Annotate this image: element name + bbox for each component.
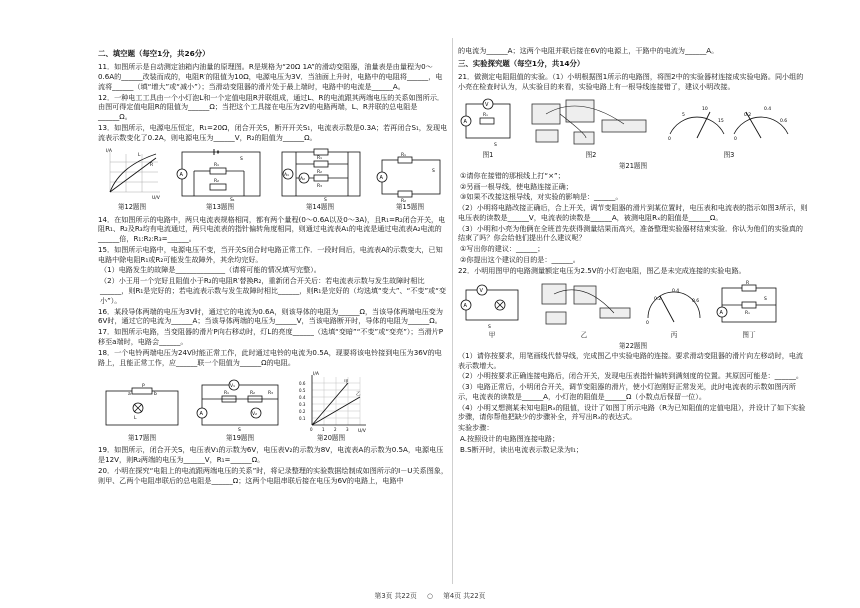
right-page-number: 第4页 共22页 — [443, 592, 486, 600]
svg-text:0.3: 0.3 — [299, 402, 306, 408]
svg-text:15: 15 — [718, 118, 724, 124]
svg-text:S: S — [240, 157, 243, 163]
svg-text:V: V — [479, 287, 483, 294]
figures-12-15 — [98, 144, 448, 212]
question-17: 17．如图所示电路，当变阻器的滑片P向右移动时，灯L的亮度______（选填“变暗”“不变”或“变亮”）；当滑片P移至a端时，电路会______。 — [98, 327, 444, 346]
svg-text:0.2: 0.2 — [744, 112, 752, 118]
figure-1-label: 图1 — [482, 150, 494, 159]
circuit-21-1 — [458, 94, 518, 150]
svg-text:S: S — [764, 296, 767, 302]
figures-17-20 — [98, 369, 448, 443]
figure-21-3 — [664, 94, 794, 160]
svg-text:S: S — [488, 324, 491, 330]
label-jia: 甲 — [488, 330, 496, 339]
steps-title: 实验步骤： — [458, 423, 494, 433]
svg-text:R₂: R₂ — [401, 199, 406, 203]
left-page — [98, 46, 448, 487]
svg-text:0.2: 0.2 — [299, 409, 306, 415]
svg-text:1: 1 — [322, 427, 325, 433]
question-15-part-2: （2）小王用一个完好且阻值小于R₂的电阻R′替换R₂，重新闭合开关后：若电流表示数与发生故障时相比______，则R₁是完好的；若电流表示数与发生故障时相比______，则R₁是完好的（均选填“变大”、“不变”或“变小”）。 — [100, 276, 447, 305]
circuit-19 — [194, 377, 286, 433]
figure-21-1 — [458, 94, 518, 160]
figure-2-label: 图2 — [585, 150, 597, 159]
figure-22-yi — [534, 278, 634, 340]
question-22-part-1: （1）请你按要求，用笔画线代替导线，完成图乙中实验电路的连接。要求滑动变阻器的滑片向左移动时，电流表示数增大。 — [458, 350, 804, 370]
figure-21-row — [458, 94, 808, 160]
svg-text:0: 0 — [310, 427, 313, 433]
question-21-part-3a: ①写出你的建议：______； — [460, 244, 545, 254]
svg-text:R₃: R₃ — [317, 184, 322, 190]
svg-text:a: a — [128, 392, 131, 398]
figure-21-caption: 第21题图 — [618, 161, 648, 170]
right-page — [458, 46, 808, 456]
question-21-step-a: ①请你在接错的那根线上打“×”； — [460, 170, 565, 180]
left-page-number: 第3页 共22页 — [374, 592, 417, 600]
svg-text:A: A — [719, 309, 723, 316]
question-11: 11．如图所示是自动测定油箱内油量的原理图。R是规格为“20Ω 1A”的滑动变阻器，油量表是由量程为0～0.6A的______改装而成的，电阻R′的阻值为10Ω，电源电压为3V．当油面上升时，电路中的电阻将______，电流将______（填“增大”或“减小”）；当滑动变阻器的滑片处于最上端时，电路中的电流是______A。 — [98, 62, 443, 91]
figure-20-caption: 第20题图 — [316, 434, 346, 443]
figure-22-jia — [458, 278, 526, 340]
series-jia-label: 甲 — [344, 380, 349, 386]
svg-text:10: 10 — [702, 106, 708, 112]
svg-text:Rₓ: Rₓ — [745, 310, 751, 316]
question-21-part-3b: ②你提出这个建议的目的是：______。 — [460, 255, 580, 264]
svg-text:R₂: R₂ — [250, 391, 255, 397]
axis-u-label-20: U/V — [358, 429, 366, 434]
step-b: B.S断开时，读出电流表示数记录为I₁； — [460, 444, 583, 454]
label-ding: 图丁 — [742, 330, 756, 339]
question-16: 16．某段导体两端的电压为3V时，通过它的电流为0.6A，则该导体的电阻为______Ω，当该导体两端电压变为6V时，通过它的电流为______A；当该导体两端的电压为______V，当该电路断开时，导体的电阻为______Ω。 — [98, 306, 443, 326]
figure-13-caption: 第13题图 — [205, 203, 235, 212]
svg-text:Rₓ: Rₓ — [483, 112, 489, 118]
circuit-17 — [98, 383, 186, 433]
page-footer — [0, 590, 860, 600]
section-title-fill: 二、填空题（每空1分，共26分） — [98, 49, 210, 58]
figure-14-caption: 第14题图 — [305, 203, 335, 212]
svg-text:A: A — [463, 302, 467, 309]
svg-text:0.2: 0.2 — [654, 296, 662, 302]
circuit-14 — [274, 146, 366, 202]
svg-text:S₁: S₁ — [230, 198, 235, 203]
svg-text:R₃: R₃ — [268, 391, 273, 397]
svg-text:0.4: 0.4 — [672, 288, 680, 294]
svg-text:A: A — [379, 175, 383, 182]
question-22: 22．小明用图甲的电路测量额定电压为2.5V的小灯泡电阻，图乙是未完成连接的实验电路。 — [458, 265, 746, 275]
figure-22-caption: 第22题图 — [618, 341, 648, 350]
question-15-part-1: （1）电路发生的故障是______________（请将可能的情况填写完整）。 — [100, 265, 321, 275]
circuit-15 — [374, 152, 446, 202]
svg-text:0.6: 0.6 — [780, 118, 788, 124]
figure-12-caption: 第12题图 — [117, 203, 147, 212]
svg-text:L: L — [134, 416, 137, 422]
axis-i-label-20: I/A — [313, 372, 319, 378]
svg-text:0.6: 0.6 — [692, 298, 700, 304]
svg-text:A₂: A₂ — [300, 177, 305, 183]
question-19: 19．如图所示，闭合开关S，电压表V₁的示数为6V，电压表V₂的示数为8V，电流表A的示数为0.5A，电源电压是12V，则R₂两端的电压为______V，R₁=______Ω。 — [98, 445, 444, 465]
svg-text:V: V — [485, 101, 489, 108]
svg-text:5: 5 — [682, 112, 685, 118]
svg-text:R₁: R₁ — [224, 391, 229, 397]
series-yi-label: 乙 — [356, 392, 361, 398]
svg-text:0: 0 — [668, 136, 671, 142]
question-20: 20．小明在探究“电阻上的电流跟两端电压的关系”时，将记录整理的实验数据绘制成如图所示的I－U关系图象，则甲、乙两个电阻串联后的总电阻是______Ω；这两个电阻串联后接在电压为6V的电路上，电路中 — [98, 465, 448, 485]
iu-graph-12 — [98, 144, 166, 202]
svg-text:0.1: 0.1 — [299, 416, 306, 422]
page-divider — [452, 38, 453, 584]
svg-text:0.4: 0.4 — [299, 395, 306, 401]
svg-text:R₁: R₁ — [401, 153, 406, 159]
axis-i-label: I/A — [106, 149, 112, 155]
figure-15-caption: 第15题图 — [395, 203, 425, 212]
svg-text:0.4: 0.4 — [764, 106, 772, 112]
axis-u-label: U/V — [152, 196, 160, 202]
figure-17-caption: 第17题图 — [127, 434, 157, 443]
circuit-13 — [174, 146, 266, 202]
svg-text:2: 2 — [334, 427, 337, 433]
label-bing: 丙 — [670, 330, 678, 339]
question-13: 13．如图所示，电源电压恒定，R₁=20Ω，闭合开关S，断开开关S₁，电流表示数是0.3A；若再闭合S₁，发现电流表示数变化了0.2A，则电源电压为______V，R₂的阻值为______Ω。 — [98, 122, 448, 142]
step-a: A.按照设计的电路图连接电路； — [460, 434, 560, 443]
svg-text:V₂: V₂ — [252, 412, 257, 418]
figure-17 — [98, 383, 186, 443]
figure-22-bing — [642, 278, 706, 340]
svg-text:R₁: R₁ — [317, 156, 322, 162]
question-22-part-4: （4）小明又想测某未知电阻Rₓ的阻值，设计了如图丁所示电路（R为已知阻值的定值电阻），并设计了如下实验步骤，请你帮他把缺少的步骤补全，并写出Rₓ的表达式。 — [458, 402, 806, 422]
apparatus-21-2 — [526, 94, 656, 150]
figure-15 — [374, 152, 446, 212]
svg-text:S: S — [238, 428, 241, 434]
question-21-part-2: （2）小明将电路改接正确后，合上开关，调节变阻器的滑片到某位置时，电压表和电流表的指示如图3所示，则电压表的读数是______V，电流表的读数是______A，被测电阻Rₓ的阻值是______Ω。 — [458, 203, 808, 222]
label-yi: 乙 — [580, 330, 588, 339]
question-18: 18．一个电铃两端电压为24V时能正常工作，此时通过电铃的电流为0.5A，现要将该电铃接到电压为36V的电路上，且能正常工作，应______联一个阻值为______Ω的电阻。 — [98, 347, 442, 367]
svg-text:3: 3 — [346, 427, 349, 433]
svg-text:0: 0 — [646, 320, 649, 326]
svg-text:A: A — [463, 118, 467, 125]
iu-graph-20 — [294, 369, 368, 433]
series-l-label: L — [138, 153, 141, 159]
ammeter-22-bing — [642, 278, 706, 330]
figure-21-2 — [526, 94, 656, 160]
section-title-experiment: 三、实验探究题（每空1分，共14分） — [458, 58, 585, 68]
svg-text:0: 0 — [734, 136, 737, 142]
figure-19 — [194, 377, 286, 443]
svg-text:A: A — [199, 411, 203, 418]
svg-text:S: S — [324, 198, 327, 203]
svg-text:V₁: V₁ — [230, 384, 235, 390]
svg-text:R: R — [746, 280, 750, 286]
question-12: 12．一种电工工具由一个小灯泡L和一个定值电阻R并联组成，通过L、R的电流跟其两端电压的关系如图所示．由图可得定值电阻R的阻值为______Ω；当把这个工具接在电压为2V的电路两端，L、R并联的总电阻是______Ω。 — [98, 92, 445, 122]
question-21: 21．做测定电阻阻值的实验。（1）小明根据图1所示的电路图，将图2中的实验器材连接成实验电路。同小组的小亮在检查时认为，从实验目的来看，实验电路上有一根导线连接错了，建议小明改接。 — [458, 72, 804, 91]
figure-19-caption: 第19题图 — [225, 434, 255, 443]
figure-22-ding — [714, 278, 784, 340]
svg-text:S: S — [494, 142, 497, 148]
svg-text:R₂: R₂ — [317, 170, 322, 176]
svg-text:S: S — [432, 169, 435, 175]
svg-text:R₁: R₁ — [214, 163, 219, 169]
figure-13 — [174, 146, 266, 212]
svg-text:P: P — [142, 384, 145, 390]
question-15: 15．如图所示电路中，电源电压不变，当开关S闭合时电路正常工作．一段时间后，电流表A的示数变大，已知电路中除电阻R₁或R₂可能发生故障外，其余均完好。 — [98, 244, 443, 264]
figure-22-row — [458, 278, 808, 340]
circuit-22-ding — [714, 278, 784, 330]
question-21-step-c: ③如果不改接这根导线，对实验的影响是：______。 — [460, 192, 623, 202]
question-20-continued: 的电流为______A；这两个电阻并联后接在6V的电源上，干路中的电流为______A。 — [458, 46, 719, 55]
figure-3-label: 图3 — [723, 150, 735, 159]
circuit-22-jia — [458, 278, 526, 330]
question-21-step-b: ②另画一根导线，使电路连接正确； — [460, 181, 573, 191]
question-22-part-3: （3）电路正常后，小明闭合开关，调节变阻器的滑片，使小灯泡刚好正常发光，此时电流表的示数如图丙所示，电流表的读数是______A，小灯泡的阻值是______Ω（小数点后保留一位）。 — [458, 382, 796, 401]
svg-text:A₁: A₁ — [284, 173, 289, 179]
apparatus-22-yi — [534, 278, 634, 330]
footer-separator: ○ — [427, 592, 433, 600]
meters-21-3 — [664, 94, 794, 150]
question-21-part-3: （3）小明和小亮为他俩在全班首先获得测量结果而高兴，准备整理实验器材结束实验．你认为他们的实验真的结束了吗？你会给他们提出什么建议呢？ — [458, 223, 804, 243]
svg-text:A: A — [179, 172, 183, 179]
svg-text:R₂: R₂ — [214, 179, 219, 185]
svg-text:0.5: 0.5 — [299, 388, 306, 394]
svg-text:0.6: 0.6 — [299, 381, 306, 387]
figure-12 — [98, 144, 166, 212]
figure-14 — [274, 146, 366, 212]
series-r-label: R — [150, 163, 154, 169]
figure-20 — [294, 369, 368, 443]
question-14: 14．在如图所示的电路中，两只电流表规格相同，都有两个量程(0～0.6A以及0～3A)，且R₁=R₂闭合开关，电阻R₁、R₂及R₃均有电流通过，两只电流表的指针偏转角度相同，则通过电流表A₁的电流是通过电流表A₂电流的______倍，R₁:R₂:R₃=______。 — [98, 214, 446, 244]
question-22-part-2: （2）小明按要求正确连接电路后，闭合开关，发现电压表指针偏转到满刻度的位置。其原因可能是：______。 — [458, 371, 804, 381]
svg-text:b: b — [154, 392, 157, 398]
